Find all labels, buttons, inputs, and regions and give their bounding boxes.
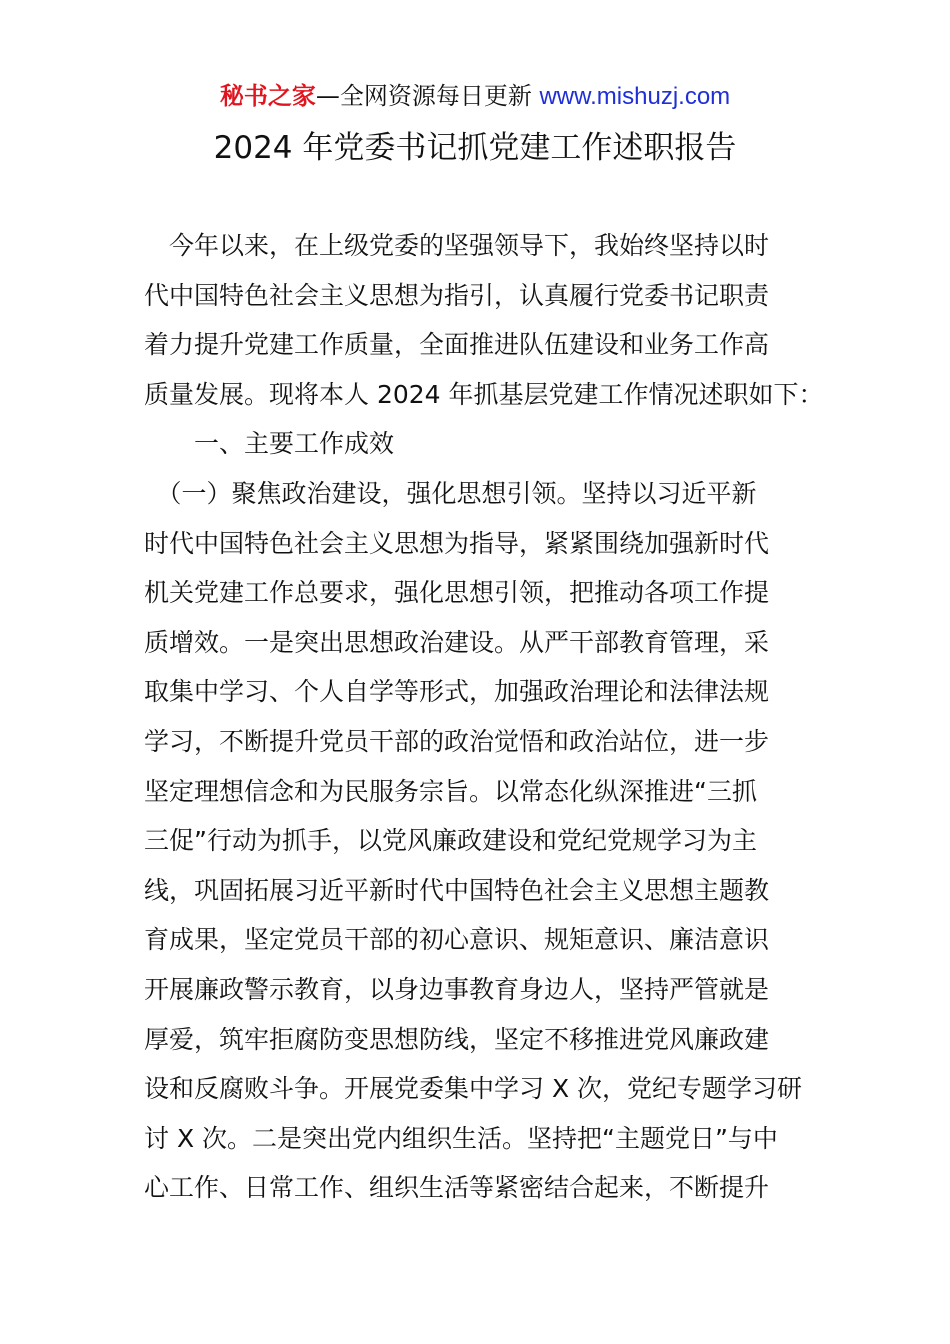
body-text-line: 讨 X 次。二是突出党内组织生活。坚持把“主题党日”与中 [144,1123,778,1153]
body-text-line: 代中国特色社会主义思想为指引，认真履行党委书记职责 [144,280,770,310]
document-body [144,221,824,1213]
body-text-line: 今年以来，在上级党委的坚强领导下，我始终坚持以时 [144,231,770,260]
body-text-line: 厚爱，筑牢拒腐防变思想防线，坚定不移推进党风廉政建 [144,1024,770,1054]
document-title: 2024 年党委书记抓党建工作述职报告 [213,130,737,166]
body-text-line: 育成果，坚定党员干部的初心意识、规矩意识、廉洁意识 [144,925,770,955]
body-text-line: 着力提升党建工作质量，全面推进队伍建设和业务工作高 [144,330,770,360]
body-text-line: 一、主要工作成效 [144,429,395,459]
body-text-line: 坚定理想信念和为民服务宗旨。以常态化纵深推进“三抓 [144,776,757,806]
body-text-line: 设和反腐败斗争。开展党委集中学习 X 次，党纪专题学习研 [144,1074,803,1104]
brand-name: 秘书之家 [219,82,316,110]
body-text-line: 学习，不断提升党员干部的政治觉悟和政治站位，进一步 [144,726,770,756]
body-text-line: 开展廉政警示教育，以身边事教育身边人，坚持严管就是 [144,974,770,1004]
body-text-line: 心工作、日常工作、组织生活等紧密结合起来，不断提升 [144,1173,770,1203]
banner-tagline: —全网资源每日更新 [315,82,540,110]
body-text-line: 时代中国特色社会主义思想为指导，紧紧围绕加强新时代 [144,528,770,558]
body-text-line: 取集中学习、个人自学等形式，加强政治理论和法律法规 [144,677,770,707]
site-banner [0,80,950,113]
body-text-line: 机关党建工作总要求，强化思想引领，把推动各项工作提 [144,578,770,608]
body-text-line: 质增效。一是突出思想政治建设。从严干部教育管理，采 [144,627,770,657]
body-text-line: 三促”行动为抓手，以党风廉政建设和党纪党规学习为主 [144,826,757,856]
body-text-line: 质量发展。现将本人 2024 年抓基层党建工作情况述职如下： [144,379,824,409]
body-text-line: （一）聚焦政治建设，强化思想引领。坚持以习近平新 [144,478,757,508]
site-url-link[interactable]: www.mishuzj.com [539,83,731,110]
body-text-line: 线，巩固拓展习近平新时代中国特色社会主义思想主题教 [144,875,770,905]
